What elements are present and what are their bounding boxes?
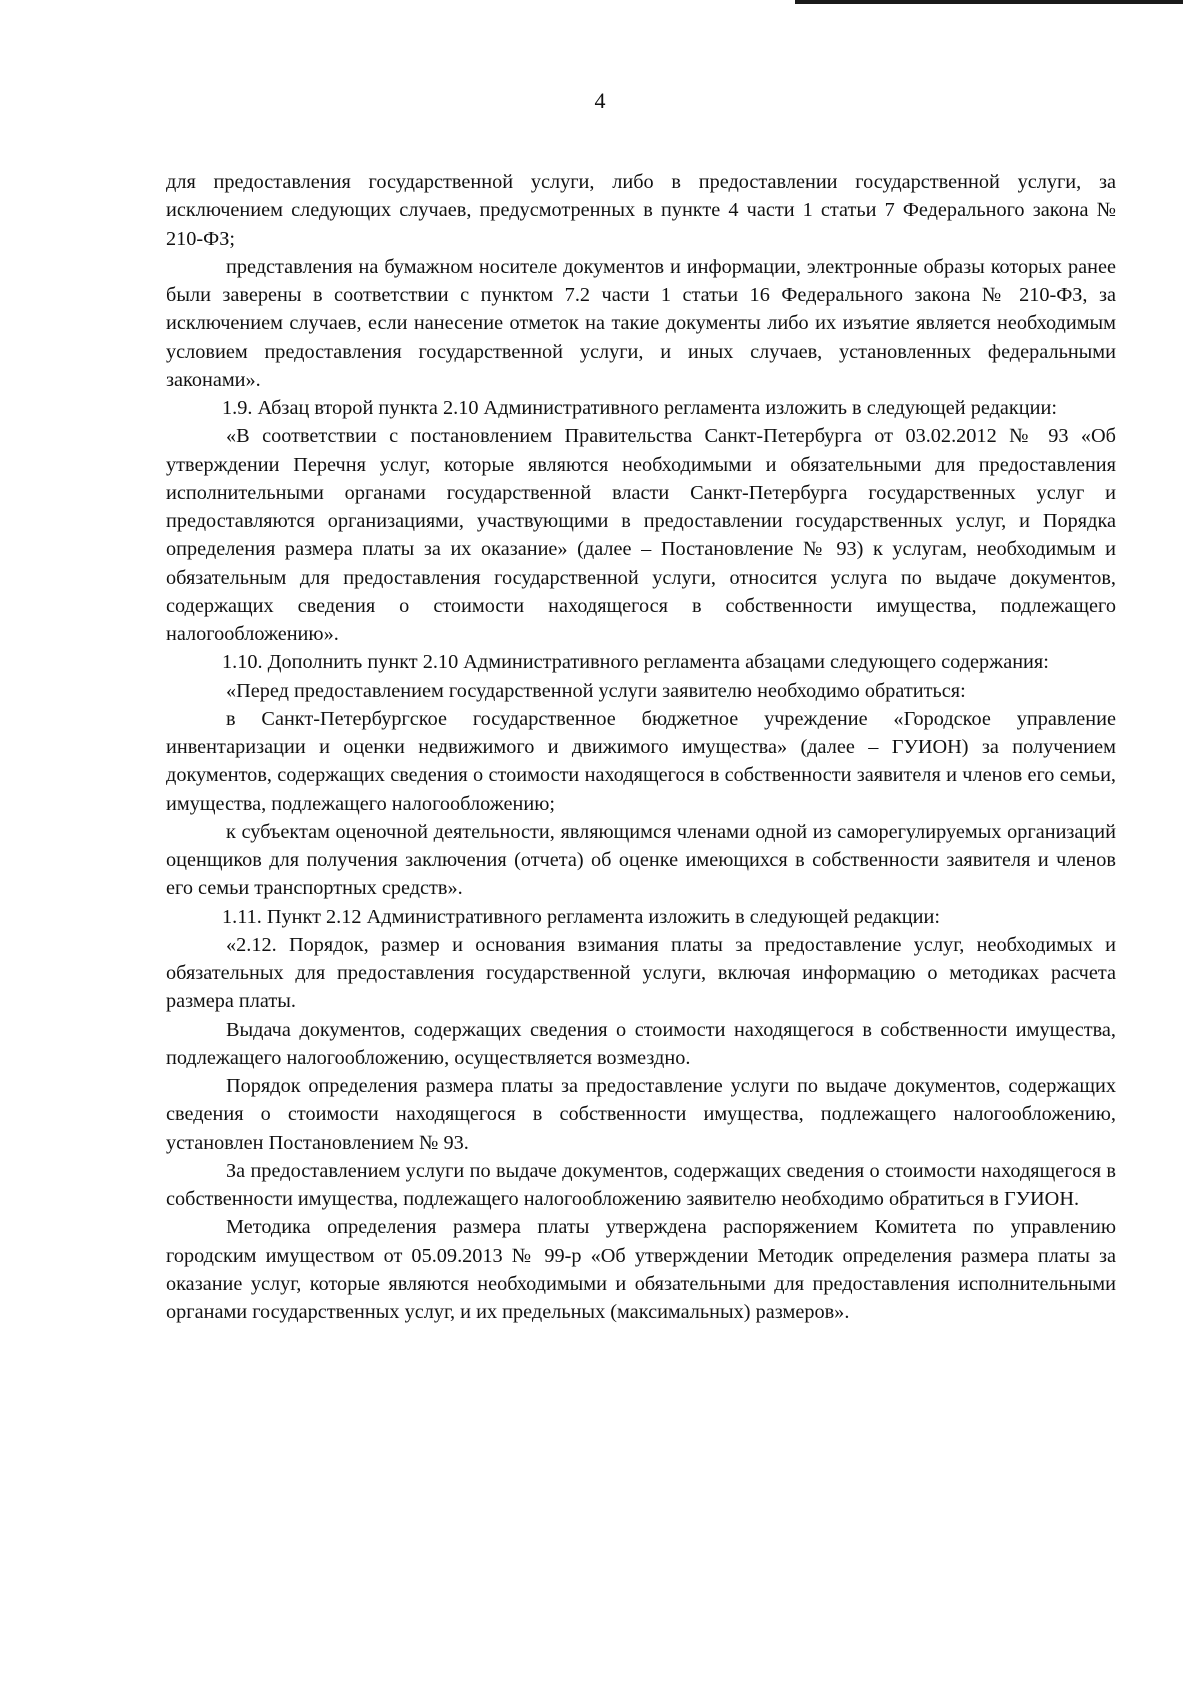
top-edge-rule [795,0,1183,4]
paragraph-fee-procedure: Порядок определения размера платы за предоставление услуги по выдаче документов, содержащих сведения о стоимости находящегося в собственности имущества, подлежащего налогообложению, установлен Постановлением № 93. [166,1075,1116,1154]
paragraph-continuation: для предоставления государственной услуги, либо в предоставлении государственной услуги, за исключением следующих случаев, предусмотренных в пункте 4 части 1 статьи 7 Федерального закона № 210-ФЗ; [166,171,1116,250]
paragraph-before-service: «Перед предоставлением государственной услуги заявителю необходимо обратиться: [226,679,966,702]
paragraph-decree-93: «В соответствии с постановлением Правительства Санкт-Петербурга от 03.02.2012 № 93 «Об утверждении Перечня услуг, которые являются необходимыми и обязательными для предоставления исполнительными органами государственной власти Санкт-Петербурга государственных услуг и предоставляются организациями, участвующими в предоставлении государственных услуг, и Порядка определения размера платы за их оказание» (далее – Постановление № 93) к услугам, необходимым и обязательным для предоставления государственной услуги, относится услуга по выдаче документов, содержащих сведения о стоимости находящегося в собственности имущества, подлежащего налогообложению». [166,425,1116,645]
page-number: 4 [594,88,606,113]
paragraph-item-1-9: 1.9. Абзац второй пункта 2.10 Административного регламента изложить в следующей редакции: [222,397,1057,419]
paragraph-item-1-10: 1.10. Дополнить пункт 2.10 Административного регламента абзацами следующего содержания: [222,651,1049,674]
document-body [166,168,1116,1326]
paragraph-guion: в Санкт-Петербургское государственное бюджетное учреждение «Городское управление инвентаризации и оценки недвижимого и движимого имущества» (далее – ГУИОН) за получением документов, содержащих сведения о стоимости находящегося в собственности заявителя и членов его семьи, имущества, подлежащего налогообложению; [166,707,1116,815]
paragraph-paper-documents: представления на бумажном носителе документов и информации, электронные образы которых ранее были заверены в соответствии с пунктом 7.2 части 1 статьи 16 Федерального закона № 210-ФЗ, за исключением случаев, если нанесение отметок на такие документы либо их изъятие является необходимым условием предоставления государственной услуги, и иных случаев, установленных федеральными законами». [166,255,1116,391]
paragraph-apply-guion: За предоставлением услуги по выдаче документов, содержащих сведения о стоимости находящегося в собственности имущества, подлежащего налогообложению заявителю необходимо обратиться в ГУИОН. [166,1159,1116,1210]
paragraph-issuance-paid: Выдача документов, содержащих сведения о стоимости находящегося в собственности имущества, подлежащего налогообложению, осуществляется возмездно. [166,1018,1116,1069]
paragraph-2-12: «2.12. Порядок, размер и основания взимания платы за предоставление услуг, необходимых и обязательных для предоставления государственной услуги, включая информацию о методиках расчета размера платы. [166,933,1116,1013]
paragraph-methodology: Методика определения размера платы утверждена распоряжением Комитета по управлению городским имуществом от 05.09.2013 № 99-р «Об утверждении Методик определения размера платы за оказание услуг, которые являются необходимыми и обязательными для предоставления исполнительными органами государственных услуг, и их предельных (максимальных) размеров». [166,1216,1116,1323]
paragraph-item-1-11: 1.11. Пункт 2.12 Административного регламента изложить в следующей редакции: [222,905,941,928]
paragraph-appraisers: к субъектам оценочной деятельности, являющимся членами одной из саморегулируемых организаций оценщиков для получения заключения (отчета) об оценке имеющихся в собственности заявителя и членов его семьи транспортных средств». [166,820,1116,900]
